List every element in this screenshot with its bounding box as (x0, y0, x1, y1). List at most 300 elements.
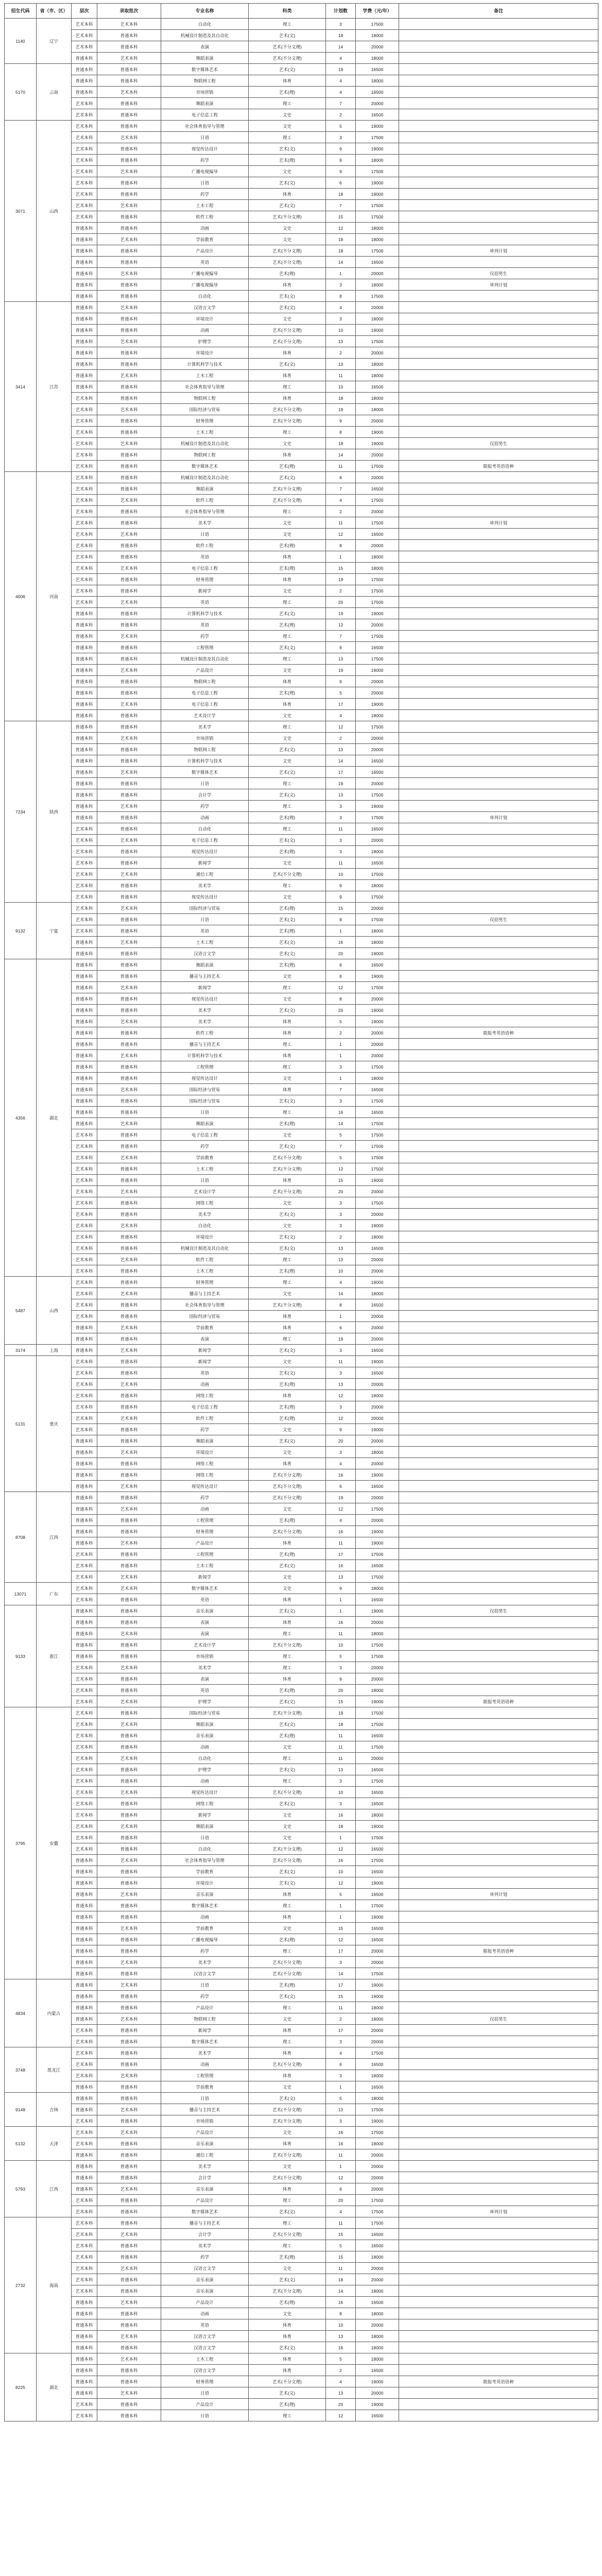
level-cell: 艺术本科 (72, 1753, 97, 1764)
subject-cell: 艺术(不分文理) (249, 2149, 326, 2161)
table-row (5, 2093, 598, 2104)
level-cell: 普通本科 (72, 2331, 97, 2342)
table-row (5, 1605, 598, 1617)
table-row (5, 370, 598, 381)
major-cell: 新闻学 (161, 585, 249, 597)
table-row (5, 529, 598, 540)
level-cell: 普通本科 (72, 1084, 97, 1095)
note-cell (399, 551, 598, 563)
batch-cell: 普通本科 (97, 483, 161, 495)
count-cell: 15 (326, 903, 356, 914)
major-cell: 市场营销 (161, 87, 249, 98)
batch-cell: 普通本科 (97, 1515, 161, 1526)
count-cell: 15 (326, 2229, 356, 2240)
batch-cell: 普通本科 (97, 1197, 161, 1209)
batch-cell: 艺术本科 (97, 1481, 161, 1492)
subject-cell: 艺术(不分文理) (249, 1469, 326, 1481)
batch-cell: 普通本科 (97, 1968, 161, 1979)
count-cell: 11 (326, 1537, 356, 1549)
count-cell: 9 (326, 1673, 356, 1685)
subject-cell: 艺术(理) (249, 1265, 326, 1277)
major-cell: 汉语言文学 (161, 2342, 249, 2353)
table-row (5, 393, 598, 404)
count-cell: 17 (326, 1945, 356, 1957)
major-cell: 机械设计制造及其自动化 (161, 653, 249, 665)
subject-cell: 文史 (249, 1923, 326, 1934)
fee-cell: 18000 (356, 2070, 399, 2081)
major-cell: 美术学 (161, 1209, 249, 1220)
subject-cell: 理工 (249, 1945, 326, 1957)
batch-cell: 普通本科 (97, 2172, 161, 2183)
table-row (5, 1968, 598, 1979)
count-cell: 18 (326, 234, 356, 245)
province-code-cell: 4834 (5, 1979, 37, 2047)
level-cell: 普通本科 (72, 1979, 97, 1991)
subject-cell: 艺术(文) (249, 1141, 326, 1152)
count-cell: 1 (326, 925, 356, 937)
major-cell: 视觉传达设计 (161, 143, 249, 155)
table-row (5, 982, 598, 993)
fee-cell: 20000 (356, 1435, 399, 1447)
major-cell: 软件工程 (161, 1413, 249, 1424)
note-cell (399, 1730, 598, 1741)
table-row (5, 449, 598, 461)
count-cell: 15 (326, 1696, 356, 1707)
note-cell (399, 2399, 598, 2410)
subject-cell: 体育 (249, 1311, 326, 1322)
subject-cell: 文史 (249, 438, 326, 449)
level-cell: 普通本科 (72, 812, 97, 823)
level-cell: 普通本科 (72, 778, 97, 789)
table-row (5, 597, 598, 608)
note-cell: 限报考英语语种 (399, 1945, 598, 1957)
note-cell (399, 30, 598, 41)
batch-cell: 普通本科 (97, 1775, 161, 1787)
count-cell: 2 (326, 585, 356, 597)
subject-cell: 文史 (249, 234, 326, 245)
subject-cell: 艺术(不分文理) (249, 415, 326, 427)
batch-cell: 普通本科 (97, 257, 161, 268)
table-row (5, 767, 598, 778)
table-row (5, 2002, 598, 2013)
batch-cell: 普通本科 (97, 619, 161, 631)
level-cell: 艺术本科 (72, 1129, 97, 1141)
note-cell (399, 1662, 598, 1673)
level-cell: 艺术本科 (72, 1277, 97, 1288)
level-cell: 普通本科 (72, 937, 97, 948)
subject-cell: 体育 (249, 1537, 326, 1549)
table-body (5, 19, 598, 2421)
table-row (5, 1220, 598, 1231)
table-row (5, 472, 598, 483)
count-cell: 19 (326, 574, 356, 585)
fee-cell: 20000 (356, 1311, 399, 1322)
fee-cell: 19000 (356, 1605, 399, 1617)
count-cell: 5 (326, 1651, 356, 1662)
batch-cell: 艺术本科 (97, 234, 161, 245)
batch-cell: 普通本科 (97, 1095, 161, 1107)
table-row (5, 2285, 598, 2297)
count-cell: 16 (326, 2138, 356, 2149)
level-cell: 艺术本科 (72, 177, 97, 189)
note-cell (399, 1877, 598, 1889)
batch-cell: 艺术本科 (97, 2070, 161, 2081)
count-cell: 3 (326, 1775, 356, 1787)
note-cell (399, 2195, 598, 2206)
fee-cell: 20000 (356, 1617, 399, 1628)
fee-cell: 16500 (356, 1866, 399, 1877)
note-cell (399, 109, 598, 121)
table-row (5, 2342, 598, 2353)
table-row (5, 1231, 598, 1243)
subject-cell: 艺术(文) (249, 1866, 326, 1877)
count-cell: 10 (326, 1265, 356, 1277)
note-cell (399, 2047, 598, 2059)
level-cell: 普通本科 (72, 1855, 97, 1866)
note-cell (399, 2161, 598, 2172)
subject-cell: 艺术(理) (249, 1685, 326, 1696)
note-cell (399, 41, 598, 53)
level-cell: 普通本科 (72, 223, 97, 234)
major-cell: 会计学 (161, 789, 249, 801)
count-cell: 18 (326, 2274, 356, 2285)
level-cell: 艺术本科 (72, 517, 97, 529)
table-row (5, 2149, 598, 2161)
count-cell: 14 (326, 41, 356, 53)
province-code-cell: 5487 (5, 1277, 37, 1345)
note-cell (399, 2036, 598, 2047)
note-cell (399, 2410, 598, 2421)
major-cell: 环境设计 (161, 313, 249, 325)
batch-cell: 艺术本科 (97, 937, 161, 948)
batch-cell: 普通本科 (97, 1061, 161, 1073)
level-cell: 普通本科 (72, 1503, 97, 1515)
note-cell (399, 132, 598, 143)
major-cell: 日语 (161, 2410, 249, 2421)
count-cell: 12 (326, 223, 356, 234)
batch-cell: 艺术本科 (97, 1345, 161, 1356)
major-cell: 药学 (161, 631, 249, 642)
note-cell (399, 721, 598, 733)
major-cell: 数字媒体艺术 (161, 1900, 249, 1911)
count-cell: 15 (326, 1991, 356, 2002)
fee-cell: 18000 (356, 1288, 399, 1299)
fee-cell: 19000 (356, 2399, 399, 2410)
note-cell (399, 767, 598, 778)
subject-cell: 艺术(文) (249, 789, 326, 801)
fee-cell: 16500 (356, 1730, 399, 1741)
level-cell: 普通本科 (72, 653, 97, 665)
subject-cell: 艺术(文) (249, 472, 326, 483)
fee-cell: 16500 (356, 1107, 399, 1118)
fee-cell: 17500 (356, 1775, 399, 1787)
major-cell: 动画 (161, 1503, 249, 1515)
level-cell: 普通本科 (72, 665, 97, 676)
level-cell: 艺术本科 (72, 1163, 97, 1175)
level-cell: 艺术本科 (72, 200, 97, 211)
fee-cell: 18000 (356, 75, 399, 87)
table-row (5, 1197, 598, 1209)
level-cell: 艺术本科 (72, 2217, 97, 2229)
level-cell: 普通本科 (72, 1435, 97, 1447)
level-cell: 艺术本科 (72, 1197, 97, 1209)
table-row (5, 1345, 598, 1356)
level-cell: 普通本科 (72, 801, 97, 812)
level-cell: 艺术本科 (72, 1775, 97, 1787)
count-cell: 1 (326, 1050, 356, 1061)
major-cell: 舞蹈表演 (161, 1435, 249, 1447)
major-cell: 英语 (161, 1367, 249, 1379)
batch-cell: 艺术本科 (97, 2183, 161, 2195)
subject-cell: 艺术(文) (249, 64, 326, 75)
major-cell: 日语 (161, 177, 249, 189)
count-cell: 14 (326, 449, 356, 461)
major-cell: 美术学 (161, 1662, 249, 1673)
major-cell: 数字媒体艺术 (161, 2206, 249, 2217)
table-row (5, 2297, 598, 2308)
batch-cell: 普通本科 (97, 846, 161, 857)
batch-cell: 普通本科 (97, 223, 161, 234)
header-note: 备注 (399, 4, 598, 19)
count-cell: 5 (326, 2353, 356, 2365)
level-cell: 普通本科 (72, 1628, 97, 1639)
major-cell: 表演 (161, 1333, 249, 1345)
level-cell: 艺术本科 (72, 2251, 97, 2263)
level-cell: 普通本科 (72, 2093, 97, 2104)
major-cell: 数字媒体艺术 (161, 2036, 249, 2047)
count-cell: 3 (326, 812, 356, 823)
count-cell: 5 (326, 2240, 356, 2251)
note-cell (399, 2240, 598, 2251)
batch-cell: 普通本科 (97, 971, 161, 982)
table-row (5, 347, 598, 359)
major-cell: 汉语言文学 (161, 948, 249, 959)
note-cell (399, 177, 598, 189)
count-cell: 11 (326, 1628, 356, 1639)
subject-cell: 艺术(不分文理) (249, 2172, 326, 2183)
major-cell: 汉语言文学 (161, 2365, 249, 2376)
level-cell: 普通本科 (72, 1957, 97, 1968)
fee-cell: 18000 (356, 1231, 399, 1243)
batch-cell: 艺术本科 (97, 2331, 161, 2342)
table-row (5, 245, 598, 257)
count-cell: 14 (326, 755, 356, 767)
count-cell: 3 (326, 1662, 356, 1673)
note-cell (399, 1401, 598, 1413)
batch-cell: 普通本科 (97, 1027, 161, 1039)
table-row (5, 721, 598, 733)
fee-cell: 16500 (356, 1787, 399, 1798)
note-cell (399, 121, 598, 132)
subject-cell: 艺术(不分文理) (249, 1707, 326, 1719)
table-row (5, 914, 598, 925)
table-row (5, 1481, 598, 1492)
major-cell: 物联网工程 (161, 75, 249, 87)
table-row (5, 1050, 598, 1061)
subject-cell: 艺术(文) (249, 1345, 326, 1356)
note-cell (399, 2342, 598, 2353)
fee-cell: 18000 (356, 551, 399, 563)
fee-cell: 19000 (356, 1277, 399, 1288)
note-cell (399, 1186, 598, 1197)
fee-cell: 19000 (356, 801, 399, 812)
table-row (5, 925, 598, 937)
batch-cell: 艺术本科 (97, 1979, 161, 1991)
batch-cell: 普通本科 (97, 2161, 161, 2172)
header-subject: 科类 (249, 4, 326, 19)
subject-cell: 体育 (249, 676, 326, 687)
table-row (5, 1662, 598, 1673)
fee-cell: 17500 (356, 1707, 399, 1719)
province-name-cell: 河南 (37, 472, 72, 721)
subject-cell: 体育 (249, 347, 326, 359)
major-cell: 护理学 (161, 1696, 249, 1707)
level-cell: 艺术本科 (72, 1809, 97, 1821)
batch-cell: 普通本科 (97, 359, 161, 370)
fee-cell: 20000 (356, 1027, 399, 1039)
count-cell: 9 (326, 143, 356, 155)
note-cell (399, 1129, 598, 1141)
subject-cell: 体育 (249, 393, 326, 404)
count-cell: 18 (326, 438, 356, 449)
table-row (5, 483, 598, 495)
major-cell: 工程管理 (161, 1061, 249, 1073)
count-cell: 5 (326, 2093, 356, 2104)
table-row (5, 2217, 598, 2229)
level-cell: 艺术本科 (72, 483, 97, 495)
level-cell: 艺术本科 (72, 404, 97, 415)
level-cell: 艺术本科 (72, 1821, 97, 1832)
fee-cell: 20000 (356, 2025, 399, 2036)
province-code-cell: 2732 (5, 2217, 37, 2353)
note-cell (399, 427, 598, 438)
level-cell: 普通本科 (72, 1016, 97, 1027)
fee-cell: 20000 (356, 619, 399, 631)
subject-cell: 理工 (249, 1254, 326, 1265)
subject-cell: 理工 (249, 2217, 326, 2229)
fee-cell: 18000 (356, 313, 399, 325)
batch-cell: 普通本科 (97, 2308, 161, 2319)
fee-cell: 16500 (356, 2240, 399, 2251)
subject-cell: 艺术(理) (249, 959, 326, 971)
table-row (5, 1855, 598, 1866)
note-cell (399, 53, 598, 64)
batch-cell: 普通本科 (97, 2319, 161, 2331)
major-cell: 国际经济与贸易 (161, 1311, 249, 1322)
fee-cell: 20000 (356, 1492, 399, 1503)
major-cell: 视觉传达设计 (161, 1787, 249, 1798)
subject-cell: 艺术(理) (249, 903, 326, 914)
count-cell: 9 (326, 415, 356, 427)
count-cell: 8 (326, 472, 356, 483)
note-cell (399, 1254, 598, 1265)
batch-cell: 普通本科 (97, 1469, 161, 1481)
level-cell: 普通本科 (72, 2002, 97, 2013)
note-cell (399, 347, 598, 359)
note-cell (399, 2002, 598, 2013)
fee-cell: 17500 (356, 166, 399, 177)
fee-cell: 16500 (356, 2081, 399, 2093)
level-cell: 艺术本科 (72, 1685, 97, 1696)
province-name-cell: 黑龙江 (37, 2047, 72, 2093)
fee-cell: 16500 (356, 87, 399, 98)
major-cell: 护理学 (161, 336, 249, 347)
major-cell: 艺术设计学 (161, 1186, 249, 1197)
table-row (5, 1617, 598, 1628)
batch-cell: 艺术本科 (97, 1889, 161, 1900)
major-cell: 学前教育 (161, 1866, 249, 1877)
table-row (5, 1979, 598, 1991)
count-cell: 20 (326, 948, 356, 959)
subject-cell: 文史 (249, 1503, 326, 1515)
count-cell: 2 (326, 733, 356, 744)
level-cell: 艺术本科 (72, 925, 97, 937)
batch-cell: 普通本科 (97, 1141, 161, 1152)
subject-cell: 艺术(不分文理) (249, 1163, 326, 1175)
count-cell: 17 (326, 1979, 356, 1991)
batch-cell: 普通本科 (97, 948, 161, 959)
subject-cell: 艺术(理) (249, 1379, 326, 1390)
count-cell: 1 (326, 1900, 356, 1911)
major-cell: 物联网工程 (161, 676, 249, 687)
batch-cell: 艺术本科 (97, 1662, 161, 1673)
level-cell: 艺术本科 (72, 2059, 97, 2070)
table-row (5, 1435, 598, 1447)
batch-cell: 普通本科 (97, 1277, 161, 1288)
province-name-cell: 山西 (37, 121, 72, 302)
note-cell (399, 1707, 598, 1719)
major-cell: 土木工程 (161, 1265, 249, 1277)
table-row (5, 551, 598, 563)
fee-cell: 16500 (356, 1594, 399, 1605)
fee-cell: 16500 (356, 64, 399, 75)
table-row (5, 1254, 598, 1265)
table-row (5, 891, 598, 903)
table-row (5, 1787, 598, 1798)
major-cell: 汉语言文学 (161, 2263, 249, 2274)
note-cell: 单列计划 (399, 517, 598, 529)
note-cell (399, 1764, 598, 1775)
fee-cell: 20000 (356, 676, 399, 687)
batch-cell: 普通本科 (97, 642, 161, 653)
batch-cell: 普通本科 (97, 744, 161, 755)
table-row (5, 200, 598, 211)
note-cell (399, 302, 598, 313)
major-cell: 财务管理 (161, 2376, 249, 2387)
note-cell (399, 200, 598, 211)
major-cell: 音乐表演 (161, 2183, 249, 2195)
count-cell: 3 (326, 1447, 356, 1458)
count-cell: 6 (326, 2059, 356, 2070)
level-cell: 普通本科 (72, 2172, 97, 2183)
table-row (5, 189, 598, 200)
level-cell: 普通本科 (72, 370, 97, 381)
subject-cell: 艺术(文) (249, 1605, 326, 1617)
fee-cell: 18000 (356, 279, 399, 291)
count-cell: 15 (326, 211, 356, 223)
table-row (5, 2195, 598, 2206)
subject-cell: 艺术(文) (249, 642, 326, 653)
note-cell (399, 2331, 598, 2342)
subject-cell: 体育 (249, 2319, 326, 2331)
count-cell: 19 (326, 665, 356, 676)
subject-cell: 理工 (249, 427, 326, 438)
batch-cell: 艺术本科 (97, 2297, 161, 2308)
fee-cell: 20000 (356, 98, 399, 109)
batch-cell: 普通本科 (97, 2059, 161, 2070)
table-row (5, 2081, 598, 2093)
table-row (5, 1526, 598, 1537)
